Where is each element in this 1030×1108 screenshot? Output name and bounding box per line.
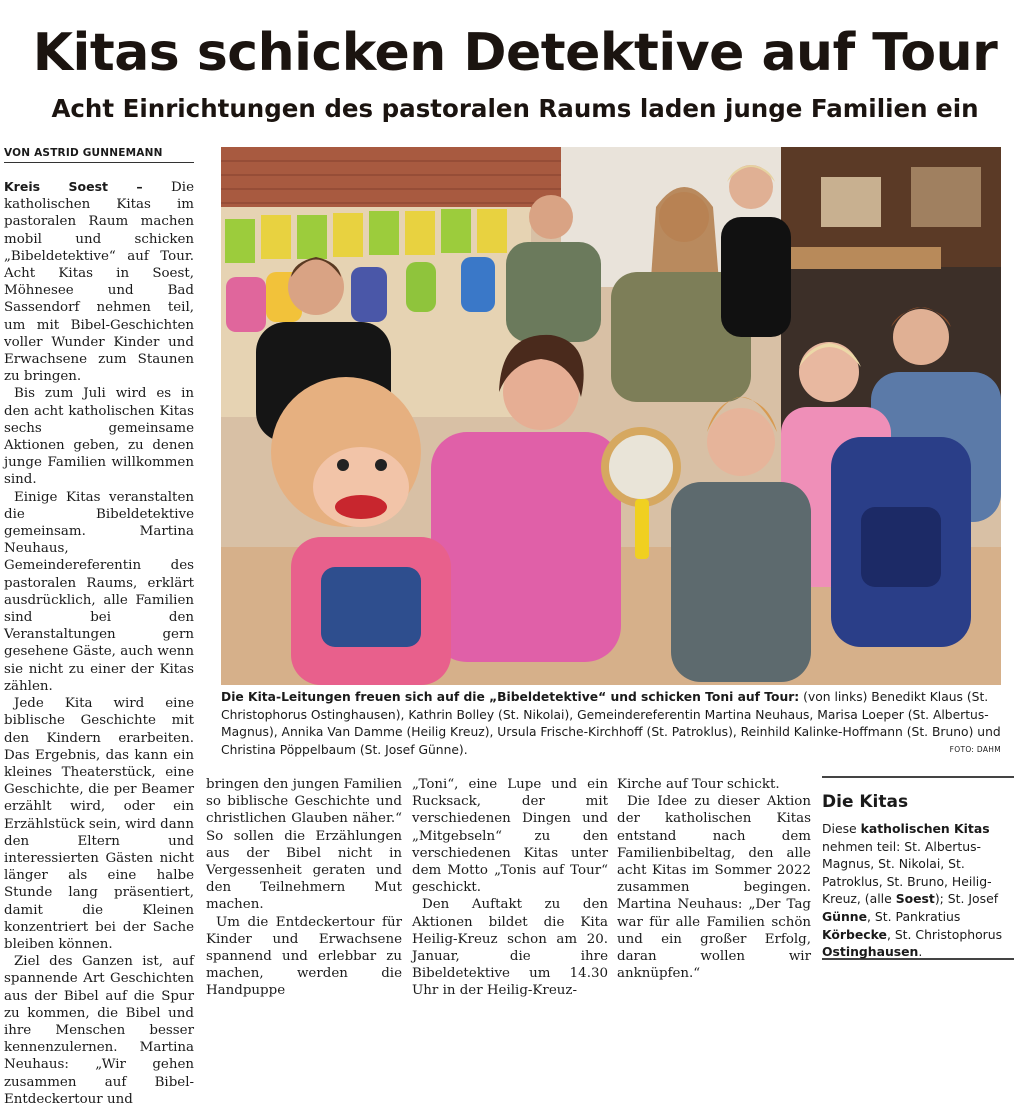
- info-box-title: Die Kitas: [822, 792, 909, 812]
- info-box-body: [822, 820, 1014, 961]
- article-paragraph: Einige Kitas veranstalten die Bibeldetektive gemeinsam. Martina Neuhaus, Gemeindereferentin des pastoralen Raums, erklärt ausdrücklich, alle Familien sind bei den Veranstaltungen gern gesehene Gäste, auch wenn sie nicht zu einer der Kitas zählen.: [4, 489, 194, 694]
- paragraph-text: Die katholischen Kitas im pastoralen Raum machen mobil und schicken „Bibeldetektive“ auf Tour. Acht Kitas in Soest, Möhnesee und Bad Sassendorf nehmen teil, um mit Bibel-Geschichten voller Wunder Kinder und Erwachsene zum Staunen zu bringen.: [4, 180, 194, 385]
- article-paragraph: Ziel des Ganzen ist, auf spannende Art Geschichten aus der Bibel auf die Spur zu kommen, die Bibel und ihre Menschen besser kennenzulernen. Martina Neuhaus: „Wir gehen zusammen auf Bibel-Entdeckertour und: [4, 954, 194, 1107]
- info-text: .: [918, 944, 923, 960]
- info-bold: katholischen Kitas: [860, 821, 990, 836]
- caption-text: (von links) Benedikt Klaus (St. Christophorus Ostinghausen), Kathrin Bolley (St. Nikolai), Gemeindereferentin Martina Neuhaus, Marisa Loeper (St. Albertus-Magnus), Annika Van Damme (Heilig Kreuz), Ursula Frische-Kirchhoff (St. Patroklus), Reinhild Kalinke-Hoffmann (St. Bruno) und Christina Pöppelbaum (St. Josef Günne).: [221, 690, 1001, 757]
- info-bold: Ostinghausen: [822, 944, 919, 960]
- article-paragraph: Den Auftakt zu den Aktionen bildet die Kita Heilig-Kreuz schon am 20. Januar, die ihre Bibeldetektive um 14.30 Uhr in der Heilig-Kreuz-: [412, 897, 608, 999]
- dateline: Kreis Soest –: [4, 179, 143, 194]
- article-column-3: [412, 776, 608, 1000]
- info-bold: Soest: [895, 891, 935, 907]
- info-text: , St. Pankratius: [867, 908, 961, 924]
- headline: Kitas schicken Detektive auf Tour: [32, 23, 998, 83]
- article-paragraph: Jede Kita wird eine biblische Geschichte mit den Kindern erarbeiten. Das Ergebnis, das kann ein kleines Theaterstück, eine Geschichte, die per Beamer erzählt wird, oder ein Erzählstück sein, wird dann den Eltern und interessierten Gästen nicht länger als eine halbe Stunde lang präsentiert, damit die Kleinen konzentriert bei der Sache bleiben können.: [4, 696, 194, 952]
- article-paragraph: Kirche auf Tour schickt.: [617, 777, 780, 792]
- info-text: , St. Christophorus: [886, 926, 1003, 942]
- article-column-4: [617, 776, 811, 982]
- info-text: Diese: [822, 821, 861, 836]
- article-column-1: [4, 178, 194, 1108]
- byline: VON ASTRID GUNNEMANN: [4, 147, 194, 163]
- photo-illustration: [221, 147, 1001, 685]
- info-bold: Körbecke: [822, 926, 887, 942]
- article-column-2: [206, 776, 402, 1000]
- subheadline: Acht Einrichtungen des pastoralen Raums laden junge Familien ein: [51, 94, 979, 123]
- photo-caption: [221, 689, 1001, 759]
- info-text: nehmen teil: St. Albertus-Magnus, St. Nikolai, St. Patroklus, St. Bruno, Heilig-Kreuz, (alle: [822, 838, 992, 907]
- article-paragraph: Um die Entdeckertour für Kinder und Erwachsene spannend und erlebbar zu machen, werden die Handpuppe: [206, 914, 402, 999]
- caption-lead: Die Kita-Leitungen freuen sich auf die „Bibeldetektive“ und schicken Toni auf Tour:: [221, 690, 800, 704]
- article-paragraph: [4, 178, 194, 385]
- article-paragraph: Bis zum Juli wird es in den acht katholischen Kitas sechs gemeinsame Aktionen geben, zu denen junge Familien willkommen sind.: [4, 386, 194, 488]
- photo-credit: FOTO: DAHM: [949, 745, 1001, 754]
- info-bold: Günne: [822, 908, 868, 924]
- article-paragraph: bringen den jungen Familien so biblische Geschichte und christlichen Glauben näher.“ So sollen die Erzählungen aus der Bibel nicht in Vergessenheit geraten und den Teilnehmern Mut machen.: [206, 777, 402, 913]
- group-photo: [221, 147, 1001, 685]
- article-paragraph: Die Idee zu dieser Aktion der katholischen Kitas entstand nach dem Familienbibeltag, den alle acht Kitas im Sommer 2022 zusammen begingen. Martina Neuhaus: „Der Tag war für alle Familien schön und ein großer Erfolg, daran wollen wir anknüpfen.“: [617, 794, 811, 982]
- article-paragraph: „Toni“, eine Lupe und ein Rucksack, der mit verschiedenen Dingen und „Mitgebseln“ zu den verschiedenen Kitas unter dem Motto „Tonis auf Tour“ geschickt.: [412, 777, 608, 896]
- info-text: ); St. Josef: [934, 891, 999, 907]
- info-box: [822, 776, 1014, 960]
